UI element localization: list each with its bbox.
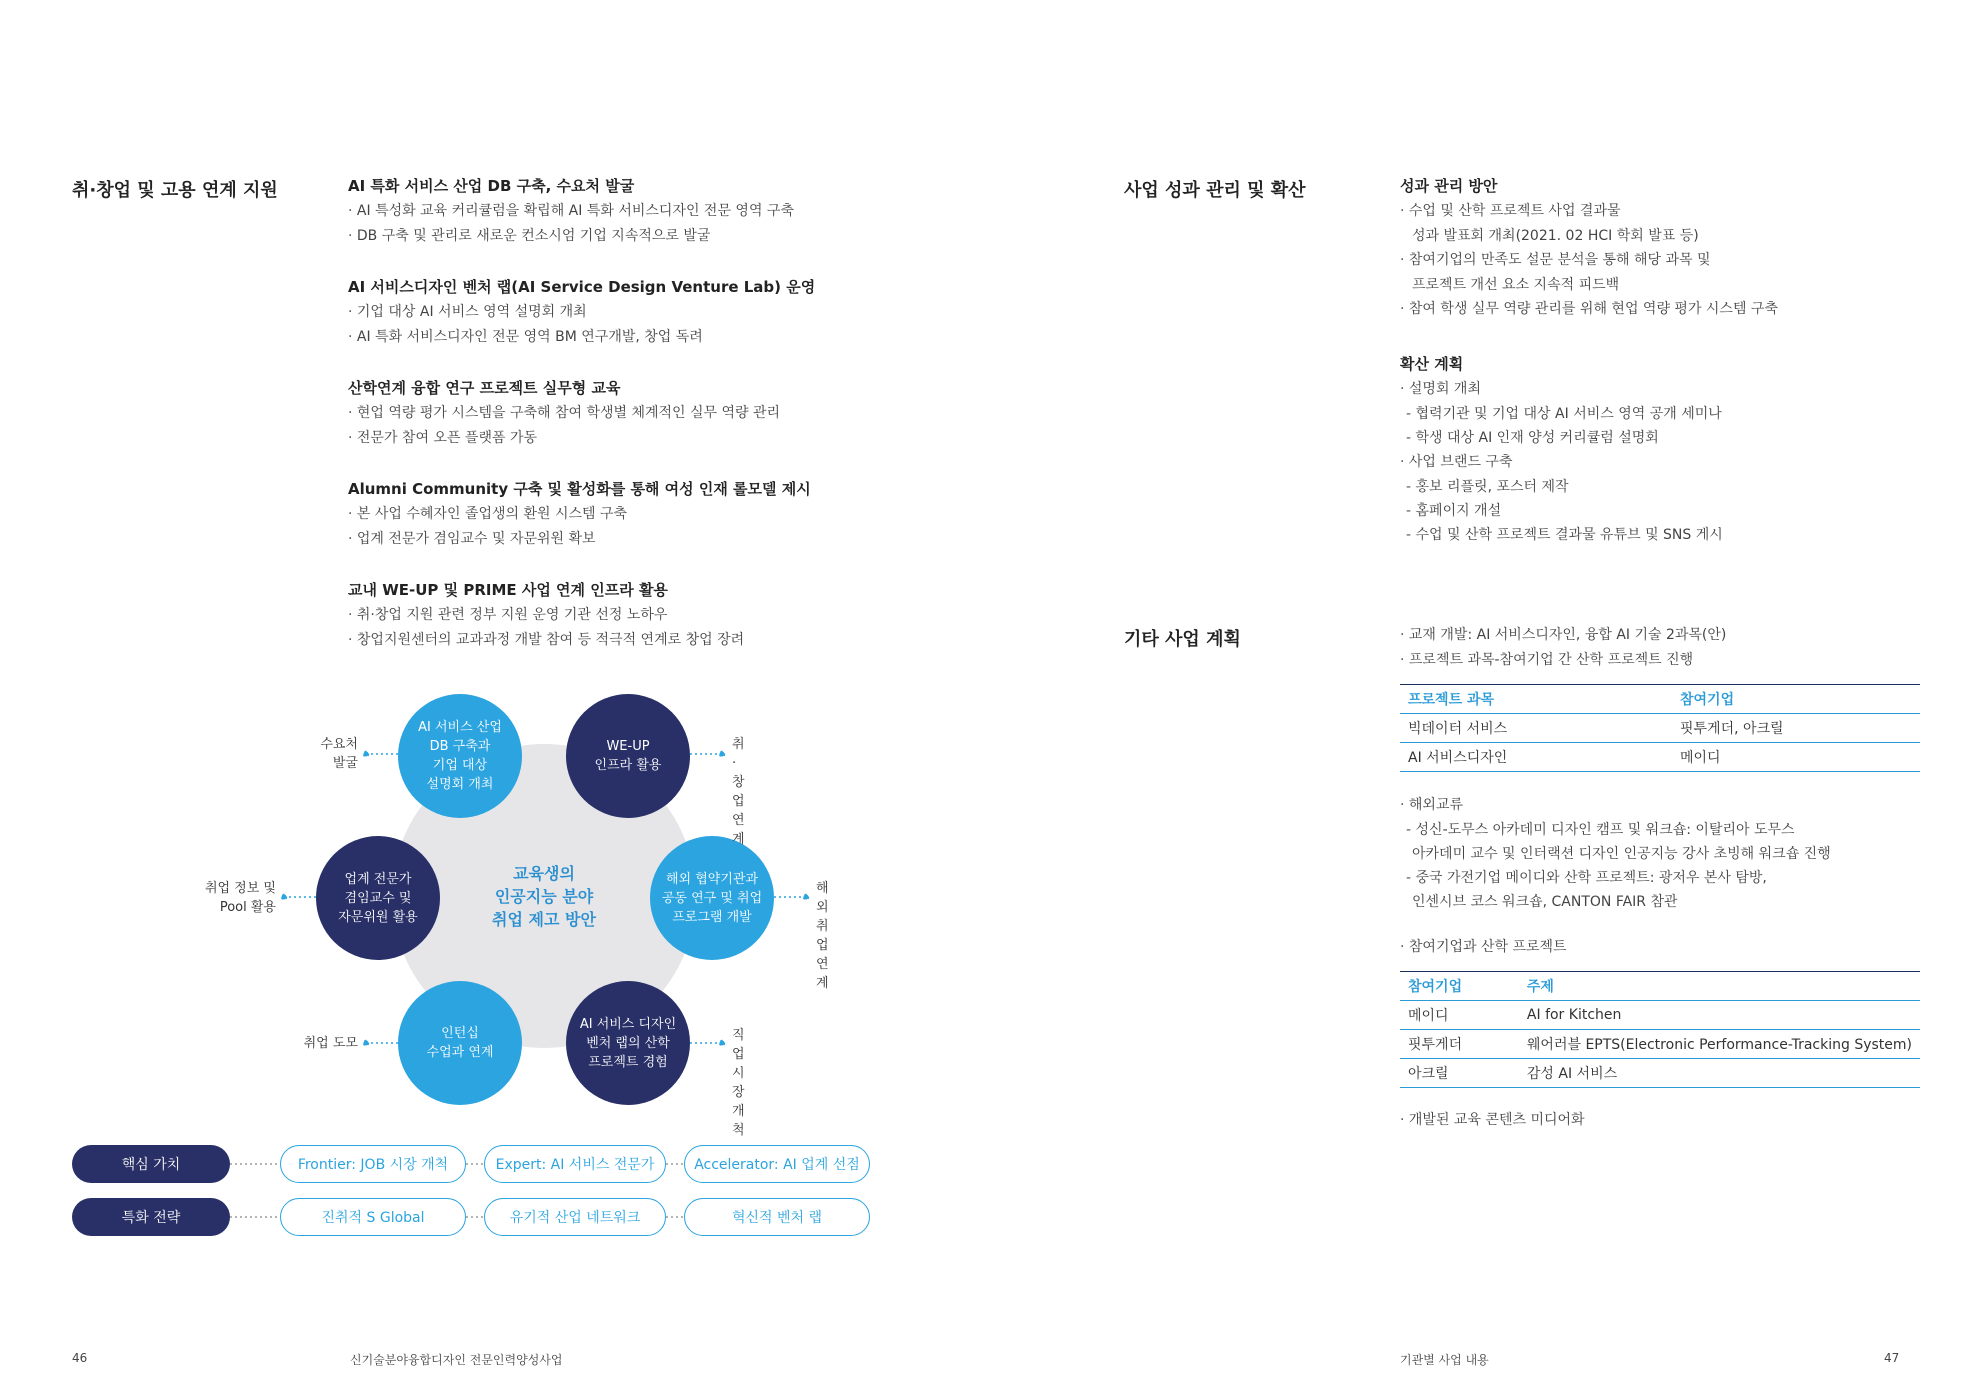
- collab-block: [1400, 935, 1960, 960]
- table-row: [1400, 1030, 1920, 1059]
- project-course-table: [1400, 684, 1920, 772]
- table-row: [1400, 714, 1920, 743]
- left-block-title: AI 특화 서비스 산업 DB 구축, 수요처 발굴: [348, 177, 635, 195]
- core-value-expert: Expert: AI 서비스 전문가: [484, 1145, 666, 1183]
- left-block-item: · 기업 대상 AI 서비스 영역 설명회 개최: [348, 304, 587, 320]
- left-footer: 신기술분야융합디자인 전문인력양성사업: [350, 1353, 563, 1367]
- table2-cell: 웨어러블 EPTS(Electronic Performance-Tracking System): [1519, 1030, 1920, 1059]
- left-block-item: · 창업지원센터의 교과과정 개발 참여 등 적극적 연계로 창업 장려: [348, 632, 745, 648]
- list-item: 성과 발표회 개최(2021. 02 HCI 학회 발표 등): [1412, 228, 1699, 244]
- left-block-title: 교내 WE-UP 및 PRIME 사업 연계 인프라 활용: [348, 581, 668, 599]
- table2-header-topic: 주제: [1519, 972, 1920, 1001]
- exchange-block: [1400, 793, 1960, 914]
- list-item: 프로젝트 개선 요소 지속적 피드백: [1412, 277, 1620, 293]
- right-section2-title: 기타 사업 계획: [1124, 629, 1241, 650]
- list-item: · 사업 브랜드 구축: [1400, 454, 1513, 470]
- right-footer: 기관별 사업 내용: [1400, 1353, 1489, 1367]
- left-block-item: · 취·창업 지원 관련 정부 지원 운영 기관 선정 노하우: [348, 607, 668, 623]
- core-value-label: 핵심 가치: [72, 1145, 230, 1183]
- list-item: 아카데미 교수 및 인터랙션 디자인 인공지능 강사 초빙해 워크숍 진행: [1412, 846, 1831, 862]
- list-item: · 수업 및 산학 프로젝트 사업 결과물: [1400, 203, 1621, 219]
- list-item: - 홈페이지 개설: [1406, 503, 1502, 519]
- rows-connectors: [0, 0, 900, 1300]
- left-block-item: · 현업 역량 평가 시스템을 구축해 참여 학생별 체계적인 실무 역량 관리: [348, 405, 781, 421]
- diagram-label-employment: 취업 도모: [303, 1036, 358, 1051]
- right-page-number: 47: [1884, 1351, 1900, 1365]
- other-line: · 교재 개발: AI 서비스디자인, 융합 AI 기술 2과목(안): [1400, 627, 1727, 643]
- left-section-title: 취·창업 및 고용 연계 지원: [72, 180, 278, 201]
- diagram-circle-internship: 인턴십 수업과 연계: [398, 981, 522, 1105]
- table2-header-company: 참여기업: [1400, 972, 1519, 1001]
- list-item: 인센시브 코스 워크숍, CANTON FAIR 참관: [1412, 894, 1678, 910]
- last-line-block: [1400, 1108, 1960, 1133]
- table-row: [1400, 743, 1920, 772]
- collab-project-table: [1400, 971, 1920, 1088]
- table2-cell: 메이디: [1400, 1001, 1519, 1030]
- strategy-network: 유기적 산업 네트워크: [484, 1198, 666, 1236]
- table2-cell: 아크릴: [1400, 1059, 1519, 1088]
- diagram-label-startup: 취·창업 연계: [732, 737, 745, 847]
- left-block-item: · AI 특성화 교육 커리큘럼을 확립해 AI 특화 서비스디자인 전문 영역 구축: [348, 203, 794, 219]
- diagram-label-overseas-job: 해외 취업 연계: [816, 881, 829, 991]
- collab-title: · 참여기업과 산학 프로젝트: [1400, 939, 1567, 955]
- table2-cell: 핏투게더: [1400, 1030, 1519, 1059]
- list-item: - 협력기관 및 기업 대상 AI 서비스 영역 공개 세미나: [1406, 406, 1722, 422]
- list-item: - 중국 가전기업 메이디와 산학 프로젝트: 광저우 본사 탐방,: [1406, 870, 1767, 886]
- table-row: [1400, 1059, 1920, 1088]
- list-item: - 홍보 리플릿, 포스터 제작: [1406, 479, 1569, 495]
- diagram-label-pool: 취업 정보 및 Pool 활용: [204, 881, 276, 915]
- diagram-circle-overseas: 해외 협약기관과 공동 연구 및 취업 프로그램 개발: [650, 836, 774, 960]
- right-section1-title: 사업 성과 관리 및 확산: [1124, 180, 1306, 201]
- left-block-item: · 업계 전문가 겸임교수 및 자문위원 확보: [348, 531, 596, 547]
- strategy-label: 특화 전략: [72, 1198, 230, 1236]
- strategy-venture: 혁신적 벤처 랩: [684, 1198, 870, 1236]
- exchange-title: · 해외교류: [1400, 797, 1464, 813]
- other-lines-block: [1400, 623, 1960, 673]
- list-item: · 참여기업의 만족도 설문 분석을 통해 해당 과목 및: [1400, 252, 1711, 268]
- diagram-circle-venture: AI 서비스 디자인 벤처 랩의 산학 프로젝트 경험: [566, 981, 690, 1105]
- performance-title: 성과 관리 방안: [1400, 177, 1498, 195]
- left-block-item: · DB 구축 및 관리로 새로운 컨소시엄 기업 지속적으로 발굴: [348, 228, 711, 244]
- list-item: - 수업 및 산학 프로젝트 결과물 유튜브 및 SNS 게시: [1406, 527, 1723, 543]
- table2-cell: 감성 AI 서비스: [1519, 1059, 1920, 1088]
- left-block-item: · AI 특화 서비스디자인 전문 영역 BM 연구개발, 창업 독려: [348, 329, 703, 345]
- left-block-title: Alumni Community 구축 및 활성화를 통해 여성 인재 롤모델 제시: [348, 480, 811, 498]
- list-item: - 성신-도무스 아카데미 디자인 캠프 및 워크숍: 이탈리아 도무스: [1406, 822, 1795, 838]
- diagram-label-market: 직업 시장 개척: [732, 1028, 745, 1138]
- diagram-center-text: 교육생의 인공지능 분야 취업 제고 방안: [492, 864, 596, 929]
- table1-cell: 핏투게더, 아크릴: [1672, 714, 1920, 743]
- performance-block: [1400, 174, 1960, 322]
- table1-cell: 메이디: [1672, 743, 1920, 772]
- core-value-accelerator: Accelerator: AI 업계 선점: [684, 1145, 870, 1183]
- diagram-label-demand: 수요처 발굴: [320, 737, 358, 771]
- table1-header-company: 참여기업: [1672, 685, 1920, 714]
- list-item: · 참여 학생 실무 역량 관리를 위해 현업 역량 평가 시스템 구축: [1400, 301, 1778, 317]
- left-block-item: · 본 사업 수혜자인 졸업생의 환원 시스템 구축: [348, 506, 628, 522]
- diagram-circle-weup: WE-UP 인프라 활용: [566, 694, 690, 818]
- diagram-circle-db: AI 서비스 산업 DB 구축과 기업 대상 설명회 개최: [398, 694, 522, 818]
- left-block-title: AI 서비스디자인 벤처 랩(AI Service Design Venture Lab) 운영: [348, 278, 816, 296]
- other-line: · 프로젝트 과목-참여기업 간 산학 프로젝트 진행: [1400, 652, 1694, 668]
- table2-cell: AI for Kitchen: [1519, 1001, 1920, 1030]
- left-page-number: 46: [72, 1351, 88, 1365]
- left-block-item: · 전문가 참여 오픈 플랫폼 가동: [348, 430, 537, 446]
- last-line: · 개발된 교육 콘텐츠 미디어화: [1400, 1112, 1585, 1128]
- list-item: - 학생 대상 AI 인재 양성 커리큘럼 설명회: [1406, 430, 1659, 446]
- table1-cell: 빅데이터 서비스: [1400, 714, 1672, 743]
- left-block-title: 산학연계 융합 연구 프로젝트 실무형 교육: [348, 379, 621, 397]
- core-value-frontier: Frontier: JOB 시장 개척: [280, 1145, 466, 1183]
- table1-cell: AI 서비스디자인: [1400, 743, 1672, 772]
- spread-block: [1400, 352, 1960, 547]
- strategy-global: 진취적 S Global: [280, 1198, 466, 1236]
- diagram-circle-experts: 업계 전문가 겸임교수 및 자문위원 활용: [316, 836, 440, 960]
- list-item: · 설명회 개최: [1400, 381, 1481, 397]
- table1-header-course: 프로젝트 과목: [1400, 685, 1672, 714]
- table-row: [1400, 1001, 1920, 1030]
- spread-title: 확산 계획: [1400, 355, 1464, 373]
